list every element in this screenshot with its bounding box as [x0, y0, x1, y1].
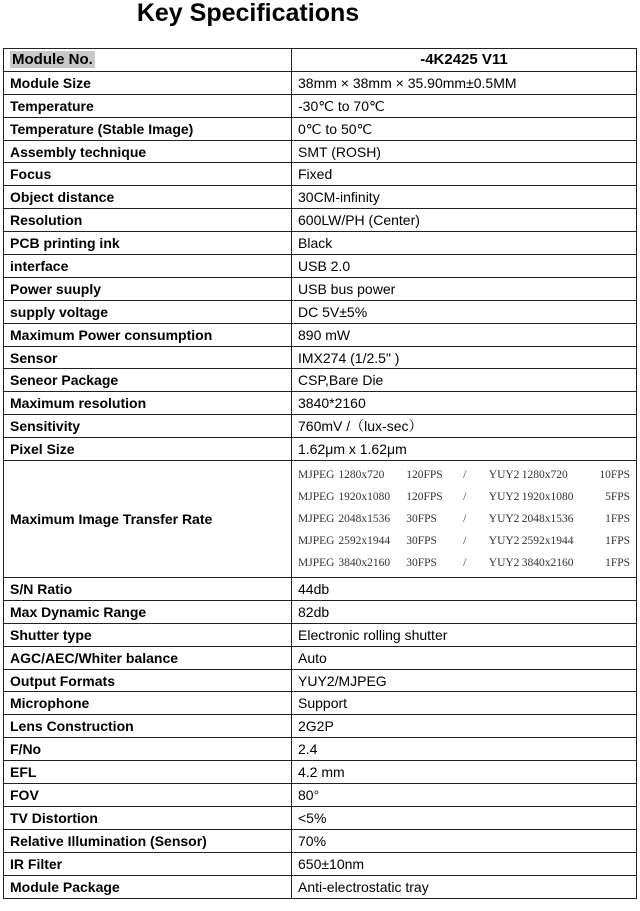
spec-key: PCB printing ink — [4, 232, 292, 255]
table-row — [4, 669, 637, 692]
spec-value: Support — [292, 692, 637, 715]
spec-key: Maximum resolution — [4, 392, 292, 415]
transfer-rate-cell: / — [463, 469, 467, 482]
spec-key: FOV — [4, 784, 292, 807]
spec-key: Module Size — [4, 71, 292, 94]
transfer-rate-cell: 3840x2160 — [521, 557, 574, 570]
table-row — [4, 715, 637, 738]
transfer-rate-cell: 1FPS — [605, 513, 630, 526]
table-row — [4, 852, 637, 875]
transfer-rate-cell: MJPEG — [298, 491, 335, 504]
spec-key: S/N Ratio — [4, 578, 292, 601]
spec-key: Temperature — [4, 94, 292, 117]
spec-key: Temperature (Stable Image) — [4, 117, 292, 140]
spec-key: Sensor — [4, 346, 292, 369]
table-row — [4, 369, 637, 392]
spec-value: 2.4 — [292, 738, 637, 761]
spec-value: 3840*2160 — [292, 392, 637, 415]
table-row — [4, 94, 637, 117]
transfer-rate-list — [292, 461, 637, 578]
transfer-rate-cell: YUY2 — [488, 469, 520, 482]
transfer-rate-cell: 2592x1944 — [338, 535, 391, 548]
spec-value: Fixed — [292, 163, 637, 186]
spec-value: 70% — [292, 829, 637, 852]
transfer-rate-cell: MJPEG — [298, 535, 335, 548]
spec-value: Anti-electrostatic tray — [292, 875, 637, 898]
spec-key: Power suuply — [4, 277, 292, 300]
spec-value: 650±10nm — [292, 852, 637, 875]
spec-key: Relative Illumination (Sensor) — [4, 829, 292, 852]
table-row — [4, 163, 637, 186]
spec-key: Maximum Image Transfer Rate — [4, 461, 292, 578]
transfer-rate-cell: 1FPS — [605, 535, 630, 548]
table-row — [4, 692, 637, 715]
transfer-rate-cell: YUY2 — [488, 491, 520, 504]
spec-value: Auto — [292, 646, 637, 669]
spec-value: 1.62μm x 1.62μm — [292, 438, 637, 461]
transfer-rate-cell: 30FPS — [406, 513, 437, 526]
table-row — [4, 300, 637, 323]
table-row — [4, 738, 637, 761]
spec-value: DC 5V±5% — [292, 300, 637, 323]
spec-value: SMT (ROSH) — [292, 140, 637, 163]
spec-value: YUY2/MJPEG — [292, 669, 637, 692]
spec-key: Sensitivity — [4, 415, 292, 438]
table-header-row — [4, 49, 637, 72]
transfer-rate-cell: 30FPS — [406, 557, 437, 570]
spec-value: 30CM-infinity — [292, 186, 637, 209]
spec-value: 82db — [292, 600, 637, 623]
spec-key: Focus — [4, 163, 292, 186]
transfer-rate-cell: 10FPS — [599, 469, 630, 482]
transfer-rate-line — [298, 486, 630, 508]
table-row — [4, 255, 637, 278]
spec-key: Seneor Package — [4, 369, 292, 392]
table-row — [4, 209, 637, 232]
spec-value: -30℃ to 70℃ — [292, 94, 637, 117]
transfer-rate-cell: 1280x720 — [521, 469, 568, 482]
spec-key: F/No — [4, 738, 292, 761]
spec-value: 600LW/PH (Center) — [292, 209, 637, 232]
spec-key: Microphone — [4, 692, 292, 715]
table-row — [4, 323, 637, 346]
spec-key: TV Distortion — [4, 806, 292, 829]
transfer-rate-cell: 1280x720 — [338, 469, 385, 482]
transfer-rate-cell: 1FPS — [605, 557, 630, 570]
spec-value: USB 2.0 — [292, 255, 637, 278]
spec-value: 38mm × 38mm × 35.90mm±0.5MM — [292, 71, 637, 94]
transfer-rate-cell: YUY2 — [488, 557, 520, 570]
spec-value: USB bus power — [292, 277, 637, 300]
table-row — [4, 140, 637, 163]
transfer-rate-cell: 1920x1080 — [338, 491, 391, 504]
spec-value: 2G2P — [292, 715, 637, 738]
transfer-rate-cell: / — [463, 513, 467, 526]
spec-key: Maximum Power consumption — [4, 323, 292, 346]
table-row — [4, 232, 637, 255]
spec-key: Assembly technique — [4, 140, 292, 163]
transfer-rate-line — [298, 530, 630, 552]
table-row — [4, 578, 637, 601]
transfer-rate-cell: YUY2 — [488, 513, 520, 526]
table-row — [4, 623, 637, 646]
table-row — [4, 761, 637, 784]
table-row — [4, 784, 637, 807]
spec-key: Module Package — [4, 875, 292, 898]
spec-key: Pixel Size — [4, 438, 292, 461]
spec-key: interface — [4, 255, 292, 278]
transfer-rate-cell: 3840x2160 — [338, 557, 391, 570]
table-row — [4, 117, 637, 140]
table-row — [4, 438, 637, 461]
transfer-rate-cell: 1920x1080 — [521, 491, 574, 504]
spec-value: 760mV /（lux-sec） — [292, 415, 637, 438]
table-row-transfer-rate — [4, 461, 637, 578]
transfer-rate-cell: 2592x1944 — [521, 535, 574, 548]
table-row — [4, 277, 637, 300]
spec-value: 0℃ to 50℃ — [292, 117, 637, 140]
transfer-rate-cell: / — [463, 535, 467, 548]
transfer-rate-cell: YUY2 — [488, 535, 520, 548]
spec-value: Electronic rolling shutter — [292, 623, 637, 646]
table-row — [4, 829, 637, 852]
table-row — [4, 875, 637, 898]
transfer-rate-cell: 120FPS — [406, 469, 443, 482]
transfer-rate-line — [298, 508, 630, 530]
spec-table — [3, 48, 637, 899]
transfer-rate-line — [298, 552, 630, 574]
spec-key: Output Formats — [4, 669, 292, 692]
spec-key: Lens Construction — [4, 715, 292, 738]
spec-value: IMX274 (1/2.5" ) — [292, 346, 637, 369]
spec-key: supply voltage — [4, 300, 292, 323]
transfer-rate-cell: MJPEG — [298, 557, 335, 570]
transfer-rate-cell: / — [463, 491, 467, 504]
transfer-rate-cell: MJPEG — [298, 513, 335, 526]
spec-key: EFL — [4, 761, 292, 784]
table-row — [4, 646, 637, 669]
spec-key: Shutter type — [4, 623, 292, 646]
transfer-rate-line — [298, 464, 630, 486]
table-row — [4, 186, 637, 209]
spec-value: 44db — [292, 578, 637, 601]
transfer-rate-cell: 5FPS — [605, 491, 630, 504]
spec-value: Black — [292, 232, 637, 255]
table-row — [4, 415, 637, 438]
table-row — [4, 346, 637, 369]
spec-value: <5% — [292, 806, 637, 829]
spec-value: 4.2 mm — [292, 761, 637, 784]
transfer-rate-cell: / — [463, 557, 467, 570]
spec-value: CSP,Bare Die — [292, 369, 637, 392]
table-row — [4, 71, 637, 94]
spec-value: 80° — [292, 784, 637, 807]
spec-value: 890 mW — [292, 323, 637, 346]
spec-key: Resolution — [4, 209, 292, 232]
transfer-rate-cell: MJPEG — [298, 469, 335, 482]
transfer-rate-cell: 2048x1536 — [521, 513, 574, 526]
spec-key: AGC/AEC/Whiter balance — [4, 646, 292, 669]
transfer-rate-cell: 30FPS — [406, 535, 437, 548]
spec-key: Object distance — [4, 186, 292, 209]
page-title: Key Specifications — [136, 0, 360, 27]
spec-key: IR Filter — [4, 852, 292, 875]
table-row — [4, 392, 637, 415]
header-value: -4K2425 V11 — [292, 49, 637, 72]
table-row — [4, 806, 637, 829]
header-key: Module No. — [12, 51, 93, 69]
spec-key: Max Dynamic Range — [4, 600, 292, 623]
transfer-rate-cell: 2048x1536 — [338, 513, 391, 526]
transfer-rate-cell: 120FPS — [406, 491, 443, 504]
table-row — [4, 600, 637, 623]
